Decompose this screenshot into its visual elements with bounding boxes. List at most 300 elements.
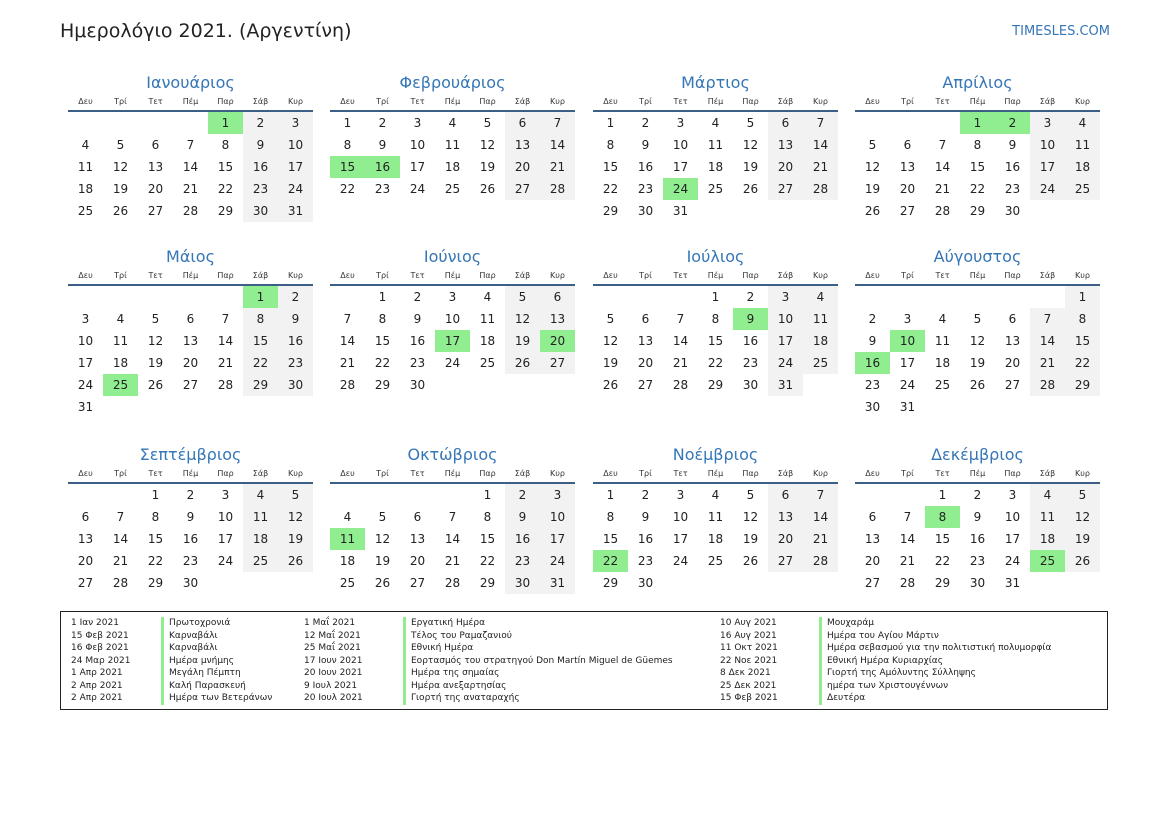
day-cell: 11: [444, 138, 461, 152]
holiday-row: [304, 617, 673, 630]
weekday-header: [855, 94, 1100, 112]
holiday-row: [720, 630, 1051, 643]
day-cell: 13: [768, 134, 803, 156]
day-cell: 25: [1065, 178, 1100, 200]
day-cell: 18: [112, 356, 129, 370]
day-cell: 8: [606, 510, 615, 524]
weekday-label: Κυρ: [288, 97, 303, 106]
weekday-label: Τετ: [148, 271, 163, 280]
empty-cell: [925, 286, 960, 308]
day-cell: 28: [217, 378, 234, 392]
weekday-label: Πέμ: [444, 271, 461, 280]
holiday-row: [71, 642, 272, 655]
day-cell: 26: [602, 378, 619, 392]
day-cell: 27: [147, 204, 164, 218]
site-link[interactable]: TIMESLES.COM: [1012, 24, 1110, 39]
holiday-row: [71, 692, 272, 705]
month-calendar: [855, 444, 1100, 594]
day-cell: 5: [1065, 484, 1100, 506]
day-cell: 18: [444, 160, 461, 174]
day-cell: 3: [1008, 488, 1017, 502]
empty-cell: [855, 112, 890, 134]
weekday-label: Παρ: [217, 271, 234, 280]
day-cell: 16: [969, 532, 986, 546]
holiday-day-cell: 8: [925, 506, 960, 528]
holiday-date: 10 Αυγ 2021: [720, 618, 777, 628]
day-cell: 28: [803, 178, 838, 200]
day-cell: 24: [278, 178, 313, 200]
holiday-row: [71, 617, 272, 630]
day-cell: 18: [1065, 156, 1100, 178]
weekday-label: Σάβ: [252, 469, 269, 478]
weekday-header: [593, 466, 838, 484]
day-cell: 14: [803, 134, 838, 156]
weekday-label: Δευ: [78, 97, 93, 106]
day-cell: 25: [444, 182, 461, 196]
weekday-label: Δευ: [865, 469, 880, 478]
day-cell: 21: [803, 156, 838, 178]
weekday-header: [330, 268, 575, 286]
weekday-header: [68, 268, 313, 286]
holiday-name: Δευτέρα: [819, 692, 865, 705]
day-cell: 30: [182, 576, 199, 590]
day-cell: 23: [243, 178, 278, 200]
weekday-label: Παρ: [217, 97, 234, 106]
weekday-label: Τρί: [376, 97, 389, 106]
day-cell: 28: [1030, 374, 1065, 396]
day-cell: 8: [711, 312, 720, 326]
holiday-row: [720, 680, 1051, 693]
day-cell: 20: [768, 528, 803, 550]
weekday-label: Κυρ: [550, 97, 565, 106]
day-cell: 20: [147, 182, 164, 196]
day-cell: 26: [278, 550, 313, 572]
month-calendar: [330, 246, 575, 396]
day-cell: 24: [1030, 178, 1065, 200]
day-cell: 27: [1004, 378, 1021, 392]
day-cell: 22: [243, 352, 278, 374]
weekday-label: Κυρ: [288, 469, 303, 478]
weekday-label: Πέμ: [969, 97, 986, 106]
day-cell: 16: [1004, 160, 1021, 174]
day-cell: 22: [479, 554, 496, 568]
weekday-label: Σάβ: [252, 271, 269, 280]
day-cell: 22: [707, 356, 724, 370]
holiday-date: 1 Ιαν 2021: [71, 618, 119, 628]
weekday-label: Σάβ: [252, 97, 269, 106]
day-cell: 11: [803, 308, 838, 330]
holiday-day-cell: 16: [365, 156, 400, 178]
day-cell: 15: [217, 160, 234, 174]
holiday-name: Ημέρα μνήμης: [161, 655, 234, 668]
empty-cell: [173, 286, 208, 308]
day-cell: 21: [803, 528, 838, 550]
weekday-label: Παρ: [742, 97, 759, 106]
day-cell: 7: [676, 312, 685, 326]
day-grid: [330, 112, 575, 200]
day-cell: 2: [243, 112, 278, 134]
holiday-day-cell: 9: [733, 308, 768, 330]
holiday-row: [720, 692, 1051, 705]
day-cell: 14: [217, 334, 234, 348]
weekday-label: Τετ: [410, 469, 425, 478]
day-cell: 26: [742, 554, 759, 568]
day-cell: 17: [409, 160, 426, 174]
weekday-label: Δευ: [603, 97, 618, 106]
month-calendar: [855, 72, 1100, 222]
day-cell: 1: [378, 290, 387, 304]
day-cell: 17: [768, 330, 803, 352]
day-cell: 22: [934, 554, 951, 568]
day-cell: 28: [934, 204, 951, 218]
holiday-day-cell: 25: [1030, 550, 1065, 572]
empty-cell: [628, 286, 663, 308]
day-cell: 13: [637, 334, 654, 348]
day-cell: 8: [973, 138, 982, 152]
day-cell: 25: [803, 352, 838, 374]
holiday-row: [71, 667, 272, 680]
day-cell: 11: [707, 510, 724, 524]
holiday-date: 15 Φεβ 2021: [720, 693, 778, 703]
day-cell: 27: [77, 576, 94, 590]
day-cell: 6: [768, 112, 803, 134]
weekday-label: Πέμ: [182, 469, 199, 478]
holiday-day-cell: 11: [330, 528, 365, 550]
day-cell: 6: [641, 312, 650, 326]
empty-cell: [208, 286, 243, 308]
day-cell: 15: [707, 334, 724, 348]
day-cell: 21: [1030, 352, 1065, 374]
day-cell: 5: [746, 488, 755, 502]
holiday-name: Ημέρα της σημαίας: [403, 667, 499, 680]
weekday-label: Τρί: [639, 469, 652, 478]
day-cell: 22: [339, 182, 356, 196]
holiday-row: [720, 667, 1051, 680]
day-cell: 14: [112, 532, 129, 546]
holiday-row: [720, 642, 1051, 655]
day-cell: 15: [374, 334, 391, 348]
day-cell: 17: [278, 156, 313, 178]
day-cell: 17: [1004, 532, 1021, 546]
day-cell: 11: [479, 312, 496, 326]
day-cell: 12: [602, 334, 619, 348]
day-cell: 6: [151, 138, 160, 152]
day-grid: [855, 286, 1100, 418]
day-cell: 7: [116, 510, 125, 524]
holiday-date: 22 Νοε 2021: [720, 655, 778, 666]
day-cell: 7: [186, 138, 195, 152]
holiday-name: Τέλος του Ραμαζανιού: [403, 630, 512, 643]
month-name: Ιούλιος: [686, 247, 745, 266]
holiday-name: Εθνική Ημέρα Κυριαρχίας: [819, 655, 943, 668]
day-cell: 26: [864, 204, 881, 218]
holiday-date: 15 Φεβ 2021: [71, 630, 129, 641]
month-name: Μάιος: [166, 247, 215, 266]
holiday-date: 12 Μαΐ 2021: [304, 630, 361, 641]
month-name: Σεπτέμβριος: [139, 445, 242, 464]
day-cell: 15: [1065, 330, 1100, 352]
day-cell: 5: [606, 312, 615, 326]
weekday-label: Κυρ: [813, 469, 828, 478]
day-cell: 12: [147, 334, 164, 348]
day-cell: 4: [483, 290, 492, 304]
weekday-label: Σάβ: [777, 271, 794, 280]
day-cell: 14: [182, 160, 199, 174]
day-grid: [68, 286, 313, 418]
day-cell: 7: [938, 138, 947, 152]
day-cell: 27: [864, 576, 881, 590]
day-cell: 30: [505, 572, 540, 594]
day-cell: 6: [540, 286, 575, 308]
day-cell: 7: [540, 112, 575, 134]
weekday-label: Παρ: [1004, 97, 1021, 106]
holiday-day-cell: 1: [208, 112, 243, 134]
day-cell: 21: [217, 356, 234, 370]
weekday-label: Τρί: [114, 97, 127, 106]
day-grid: [855, 112, 1100, 222]
day-cell: 26: [742, 182, 759, 196]
empty-cell: [330, 484, 365, 506]
day-cell: 17: [672, 160, 689, 174]
weekday-label: Τρί: [901, 469, 914, 478]
empty-cell: [330, 286, 365, 308]
day-cell: 22: [1065, 352, 1100, 374]
day-cell: 9: [243, 134, 278, 156]
day-cell: 6: [868, 510, 877, 524]
holiday-day-cell: 1: [960, 112, 995, 134]
day-cell: 4: [711, 116, 720, 130]
day-cell: 7: [343, 312, 352, 326]
month-calendar: [855, 246, 1100, 418]
day-cell: 18: [707, 160, 724, 174]
day-cell: 31: [672, 204, 689, 218]
weekday-label: Παρ: [742, 271, 759, 280]
day-cell: 6: [768, 484, 803, 506]
day-grid: [330, 286, 575, 396]
day-cell: 19: [742, 160, 759, 174]
day-cell: 17: [899, 356, 916, 370]
month-calendar: [593, 246, 838, 396]
holiday-column: [720, 617, 1051, 705]
holiday-name: Εορτασμός του στρατηγού Don Martín Miguel de Güemes: [403, 655, 673, 668]
empty-cell: [365, 484, 400, 506]
day-cell: 4: [1030, 484, 1065, 506]
day-cell: 18: [339, 554, 356, 568]
day-cell: 12: [742, 510, 759, 524]
day-cell: 1: [711, 290, 720, 304]
weekday-label: Τρί: [639, 97, 652, 106]
holiday-name: Καρναβάλι: [161, 642, 218, 655]
weekday-label: Δευ: [865, 271, 880, 280]
day-cell: 24: [1004, 554, 1021, 568]
day-cell: 23: [864, 378, 881, 392]
holiday-name: Μεγάλη Πέμπτη: [161, 667, 241, 680]
day-cell: 26: [505, 352, 540, 374]
day-cell: 13: [768, 506, 803, 528]
day-cell: 4: [343, 510, 352, 524]
day-cell: 3: [81, 312, 90, 326]
holiday-name: Καλή Παρασκευή: [161, 680, 246, 693]
day-cell: 12: [278, 506, 313, 528]
holiday-date: 2 Απρ 2021: [71, 693, 123, 703]
day-cell: 13: [182, 334, 199, 348]
day-cell: 31: [540, 572, 575, 594]
day-cell: 3: [413, 116, 422, 130]
day-cell: 18: [243, 528, 278, 550]
day-cell: 21: [934, 182, 951, 196]
holiday-date: 17 Ιουν 2021: [304, 655, 363, 666]
day-cell: 6: [186, 312, 195, 326]
holiday-row: [304, 667, 673, 680]
day-cell: 3: [676, 116, 685, 130]
weekday-label: Δευ: [603, 271, 618, 280]
day-grid: [855, 484, 1100, 594]
day-cell: 19: [278, 528, 313, 550]
day-cell: 30: [742, 378, 759, 392]
day-cell: 29: [374, 378, 391, 392]
holiday-name: Ημέρα του Αγίου Μάρτιν: [819, 630, 939, 643]
day-cell: 28: [339, 378, 356, 392]
day-cell: 20: [637, 356, 654, 370]
empty-cell: [1030, 286, 1065, 308]
weekday-header: [68, 466, 313, 484]
day-cell: 29: [147, 576, 164, 590]
weekday-label: Πέμ: [969, 469, 986, 478]
day-cell: 3: [903, 312, 912, 326]
day-cell: 30: [637, 204, 654, 218]
holiday-date: 2 Απρ 2021: [71, 680, 123, 691]
empty-cell: [855, 286, 890, 308]
holiday-name: Μουχαράμ: [819, 617, 874, 630]
day-cell: 3: [448, 290, 457, 304]
weekday-label: Σάβ: [1039, 469, 1056, 478]
day-cell: 9: [1008, 138, 1017, 152]
day-grid: [330, 484, 575, 594]
day-cell: 28: [899, 576, 916, 590]
day-cell: 24: [217, 554, 234, 568]
day-cell: 28: [672, 378, 689, 392]
day-cell: 1: [151, 488, 160, 502]
day-cell: 4: [803, 286, 838, 308]
day-cell: 10: [77, 334, 94, 348]
holiday-row: [71, 655, 272, 668]
day-grid: [68, 112, 313, 222]
holiday-date: 1 Απρ 2021: [71, 668, 123, 678]
day-cell: 27: [637, 378, 654, 392]
day-cell: 29: [969, 204, 986, 218]
empty-cell: [103, 484, 138, 506]
day-cell: 30: [969, 576, 986, 590]
day-cell: 10: [217, 510, 234, 524]
weekday-label: Σάβ: [1039, 97, 1056, 106]
empty-cell: [173, 112, 208, 134]
day-cell: 20: [77, 554, 94, 568]
day-cell: 18: [934, 356, 951, 370]
weekday-header: [330, 94, 575, 112]
day-cell: 16: [637, 532, 654, 546]
day-cell: 21: [899, 554, 916, 568]
day-cell: 31: [1004, 576, 1021, 590]
day-cell: 18: [1030, 528, 1065, 550]
holiday-name: Γιορτή της αναταραχής: [403, 692, 520, 705]
day-cell: 13: [409, 532, 426, 546]
holiday-name: Καρναβάλι: [161, 630, 218, 643]
holiday-date: 11 Οκτ 2021: [720, 643, 778, 653]
day-cell: 12: [1065, 506, 1100, 528]
day-cell: 9: [505, 506, 540, 528]
weekday-label: Τετ: [148, 97, 163, 106]
day-cell: 11: [112, 334, 129, 348]
day-cell: 13: [147, 160, 164, 174]
holiday-column: [71, 617, 272, 705]
day-cell: 17: [77, 356, 94, 370]
day-cell: 2: [973, 488, 982, 502]
day-cell: 29: [934, 576, 951, 590]
holiday-row: [304, 680, 673, 693]
weekday-label: Κυρ: [550, 469, 565, 478]
day-cell: 30: [864, 400, 881, 414]
month-calendar: [68, 444, 313, 594]
holiday-day-cell: 24: [663, 178, 698, 200]
day-cell: 23: [1004, 182, 1021, 196]
holiday-date: 25 Δεκ 2021: [720, 680, 777, 691]
holiday-row: [304, 642, 673, 655]
day-cell: 9: [641, 138, 650, 152]
day-cell: 26: [374, 576, 391, 590]
weekday-label: Παρ: [1004, 469, 1021, 478]
holiday-name: Πρωτοχρονιά: [161, 617, 230, 630]
holiday-row: [71, 680, 272, 693]
day-cell: 26: [112, 204, 129, 218]
weekday-label: Κυρ: [1075, 97, 1090, 106]
empty-cell: [68, 484, 103, 506]
holiday-name: Εργατική Ημέρα: [403, 617, 485, 630]
day-cell: 3: [768, 286, 803, 308]
weekday-label: Τετ: [935, 97, 950, 106]
day-cell: 11: [707, 138, 724, 152]
empty-cell: [890, 286, 925, 308]
day-cell: 15: [479, 532, 496, 546]
day-cell: 29: [1065, 374, 1100, 396]
holiday-list: [60, 611, 1108, 710]
holiday-name: Ημέρα σεβασμού για την πολιτιστική πολυμορφία: [819, 642, 1051, 655]
holiday-row: [304, 655, 673, 668]
weekday-header: [68, 94, 313, 112]
day-cell: 8: [378, 312, 387, 326]
weekday-label: Παρ: [479, 469, 496, 478]
weekday-label: Παρ: [479, 271, 496, 280]
day-cell: 1: [606, 116, 615, 130]
day-cell: 22: [602, 182, 619, 196]
day-cell: 22: [217, 182, 234, 196]
day-cell: 1: [343, 116, 352, 130]
holiday-name: ημέρα των Χριστουγέννων: [819, 680, 948, 693]
day-cell: 30: [637, 576, 654, 590]
day-cell: 21: [339, 356, 356, 370]
weekday-label: Σάβ: [514, 271, 531, 280]
day-cell: 20: [182, 356, 199, 370]
month-name: Ιούνιος: [423, 247, 482, 266]
day-cell: 29: [217, 204, 234, 218]
weekday-label: Πέμ: [707, 271, 724, 280]
day-cell: 4: [116, 312, 125, 326]
day-cell: 26: [1065, 550, 1100, 572]
day-cell: 29: [479, 576, 496, 590]
day-grid: [593, 484, 838, 594]
day-cell: 19: [147, 356, 164, 370]
weekday-label: Παρ: [742, 469, 759, 478]
day-cell: 19: [112, 182, 129, 196]
